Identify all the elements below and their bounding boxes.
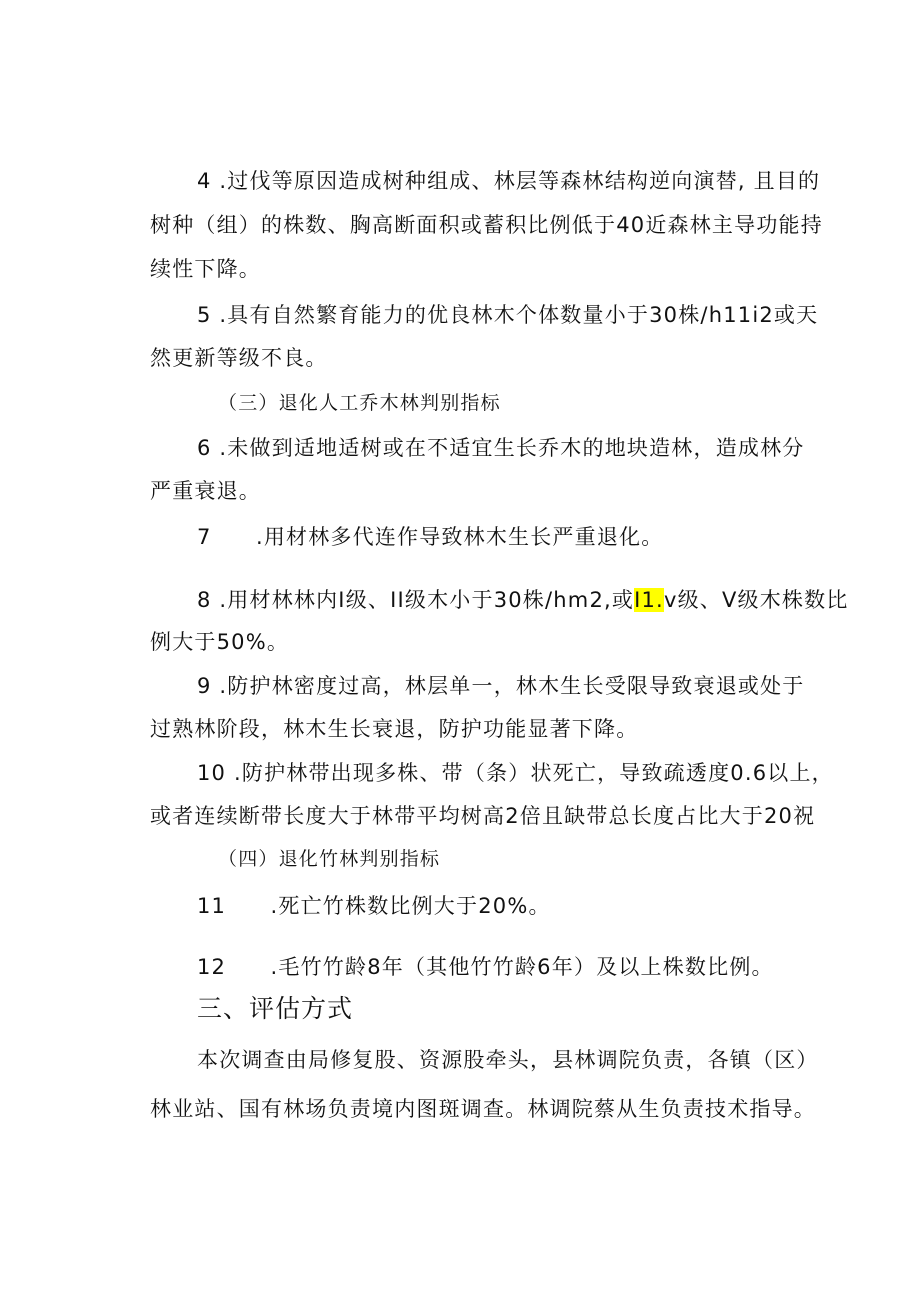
section-heading-evaluation-method: 三、评估方式 — [197, 994, 354, 1023]
para-6-line-2: 严重衰退。 — [150, 479, 261, 503]
section-4-subheading: （四）退化竹林判别指标 — [218, 848, 441, 870]
para-8-line-1 — [197, 587, 849, 613]
para-5-line-1: 5 .具有自然繁育能力的优良林木个体数量小于30株/h11i2或天 — [197, 303, 819, 327]
para-9-line-2: 过熟林阶段，林木生长衰退，防护功能显著下降。 — [150, 717, 639, 741]
para-9-line-1: 9 .防护林密度过高，林层单一，林木生长受限导致衰退或处于 — [197, 674, 805, 698]
body-para-line-2: 林业站、国有林场负责境内图斑调查。林调院蔡从生负责技术指导。 — [150, 1097, 816, 1121]
section-3-subheading: （三）退化人工乔木林判别指标 — [218, 392, 501, 414]
para-8-line-2: 例大于50%。 — [150, 630, 290, 654]
para-11-line-1: 11 .死亡竹株数比例大于20%。 — [197, 894, 551, 918]
para-6-line-1: 6 .未做到适地适树或在不适宜生长乔木的地块造林，造成林分 — [197, 436, 805, 460]
para-4-line-1: 4 .过伐等原因造成树种组成、林层等森林结构逆向演替, 且目的 — [197, 169, 821, 193]
para-4-line-2: 树种（组）的株数、胸高断面积或蓄积比例低于40近森林主导功能持 — [150, 213, 823, 237]
para-10-line-2: 或者连续断带长度大于林带平均树高2倍且缺带总长度占比大于20祝 — [150, 804, 816, 828]
para-5-line-2: 然更新等级不良。 — [150, 346, 328, 370]
para-12-line-1: 12 .毛竹竹龄8年（其他竹竹龄6年）及以上株数比例。 — [197, 955, 774, 979]
body-para-line-1: 本次调查由局修复股、资源股牵头，县林调院负责，各镇（区） — [197, 1048, 819, 1072]
para-8-text-b: v级、V级木株数比 — [663, 588, 849, 612]
para-4-line-3: 续性下降。 — [150, 257, 261, 281]
para-10-line-1: 10 .防护林带出现多株、带（条）状死亡，导致疏透度0.6以上， — [197, 761, 834, 785]
para-7-line-1: 7 .用材林多代连作导致林木生长严重退化。 — [197, 525, 664, 549]
para-8-text-a: 8 .用材林林内I级、II级木小于30株/hm2,或 — [197, 588, 635, 612]
highlighted-text: I1. — [634, 588, 664, 612]
